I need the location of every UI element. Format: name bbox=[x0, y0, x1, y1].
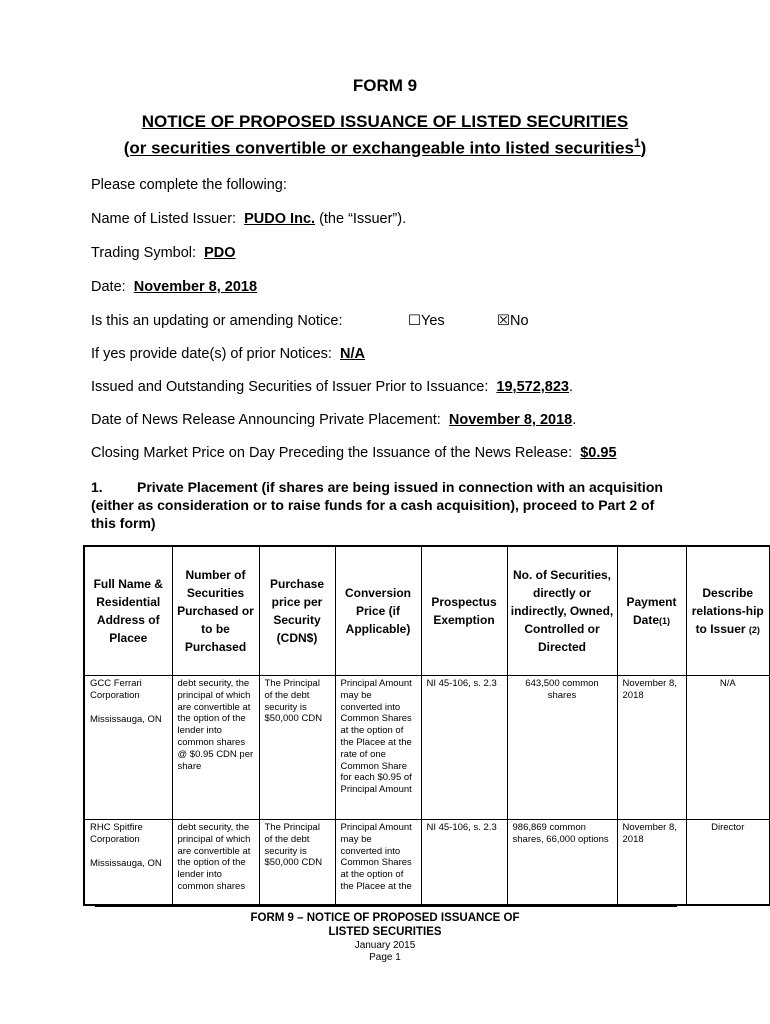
header-relationship-label: Describe relations-hip to Issuer bbox=[691, 585, 764, 636]
news-release-value: November 8, 2018 bbox=[448, 412, 573, 428]
footer-date: January 2015 bbox=[354, 940, 416, 951]
header-payment-note: (1) bbox=[659, 615, 670, 626]
news-release-suffix: . bbox=[572, 412, 577, 428]
section-number: 1. bbox=[91, 479, 103, 495]
outstanding-suffix: . bbox=[569, 379, 574, 395]
header-owned: No. of Securities, directly or indirectly, Owned, Controlled or Directed bbox=[507, 546, 617, 676]
cell-payment: November 8, 2018 bbox=[617, 820, 686, 906]
yes-option[interactable] bbox=[408, 313, 445, 329]
cell-owned: 643,500 common shares bbox=[507, 676, 617, 820]
footer-title bbox=[0, 911, 770, 939]
header-securities: Number of Securities Purchased or to be Purchased bbox=[172, 546, 259, 676]
table-row bbox=[84, 676, 770, 820]
issuer-suffix: (the “Issuer”). bbox=[319, 211, 407, 227]
outstanding-label: Issued and Outstanding Securities of Issuer Prior to Issuance: bbox=[91, 379, 489, 395]
section-1-heading bbox=[91, 478, 681, 532]
cell-payment: November 8, 2018 bbox=[617, 676, 686, 820]
section-text: Private Placement (if shares are being issued in connection with an acquisition (either as consideration or to raise funds for a cash acquisition), proceed to Part 2 of this form) bbox=[91, 479, 663, 531]
cell-exemption: NI 45-106, s. 2.3 bbox=[421, 820, 507, 906]
cell-relationship: Director bbox=[686, 820, 770, 906]
header-exemption: Prospectus Exemption bbox=[421, 546, 507, 676]
footer-title-line1: FORM 9 – NOTICE OF PROPOSED ISSUANCE OF bbox=[250, 912, 520, 924]
cell-spacer bbox=[90, 702, 167, 714]
header-payment bbox=[617, 546, 686, 676]
header-placee: Full Name & Residential Address of Placee bbox=[84, 546, 172, 676]
cell-placee bbox=[84, 676, 172, 820]
footer-meta bbox=[0, 940, 770, 964]
page-number: Page 1 bbox=[369, 952, 401, 963]
prior-line bbox=[91, 346, 365, 362]
notice-subtitle bbox=[0, 136, 770, 159]
cell-price: The Principal of the debt security is $50,000 CDN bbox=[259, 676, 335, 820]
placee-address: Mississauga, ON bbox=[90, 857, 162, 869]
closing-price-line bbox=[91, 445, 617, 461]
issuer-line bbox=[91, 211, 406, 227]
placee-name: RHC Spitfire Corporation bbox=[90, 822, 143, 845]
footer-title-line2: LISTED SECURITIES bbox=[328, 926, 442, 938]
header-payment-label: Payment Date bbox=[626, 594, 677, 627]
cell-relationship: N/A bbox=[686, 676, 770, 820]
date-value: November 8, 2018 bbox=[133, 279, 258, 295]
header-relationship-note: (2) bbox=[748, 624, 760, 635]
closing-price-value: $0.95 bbox=[580, 445, 617, 461]
closing-price-label: Closing Market Price on Day Preceding the Issuance of the News Release: bbox=[91, 445, 573, 461]
no-option[interactable] bbox=[497, 313, 529, 329]
cell-placee bbox=[84, 820, 172, 906]
placee-name: GCC Ferrari Corporation bbox=[90, 678, 142, 701]
form-title: FORM 9 bbox=[352, 76, 418, 95]
no-label: No bbox=[510, 313, 529, 329]
cell-conversion: Principal Amount may be converted into Common Shares at the option of the Placee at the bbox=[335, 820, 421, 906]
outstanding-value: 19,572,823 bbox=[496, 379, 569, 395]
date-line bbox=[91, 279, 257, 295]
date-label: Date: bbox=[91, 279, 126, 295]
footnote-marker: 1 bbox=[633, 136, 641, 150]
outstanding-line bbox=[91, 379, 573, 395]
cell-securities: debt security, the principal of which are convertible at the option of the lender into common shares @ $0.95 CDN per share bbox=[172, 676, 259, 820]
checkbox-checked-icon[interactable]: ☒ bbox=[497, 313, 510, 329]
prior-value: N/A bbox=[340, 346, 366, 362]
notice-title: NOTICE OF PROPOSED ISSUANCE OF LISTED SECURITIES bbox=[141, 112, 629, 131]
news-release-label: Date of News Release Announcing Private Placement: bbox=[91, 412, 441, 428]
placee-table bbox=[83, 545, 770, 906]
amending-label: Is this an updating or amending Notice: bbox=[91, 313, 343, 329]
news-release-line bbox=[91, 412, 576, 428]
symbol-label: Trading Symbol: bbox=[91, 245, 197, 261]
footer-divider bbox=[95, 906, 677, 907]
header-relationship bbox=[686, 546, 770, 676]
header-conversion: Conversion Price (if Applicable) bbox=[335, 546, 421, 676]
placee-address: Mississauga, ON bbox=[90, 713, 162, 725]
intro-text: Please complete the following: bbox=[91, 177, 287, 193]
table-header-row bbox=[84, 546, 770, 676]
issuer-label: Name of Listed Issuer: bbox=[91, 211, 237, 227]
cell-securities: debt security, the principal of which are convertible at the option of the lender into common shares bbox=[172, 820, 259, 906]
subtitle-close: ) bbox=[640, 138, 647, 158]
subtitle-text: (or securities convertible or exchangeable into listed securities bbox=[123, 138, 634, 158]
cell-conversion: Principal Amount may be converted into Common Shares at the option of the Placee at the rate of one Common Share for each $0.95 of Principal Amount bbox=[335, 676, 421, 820]
issuer-value: PUDO Inc. bbox=[244, 211, 316, 227]
yes-label: Yes bbox=[421, 313, 445, 329]
symbol-value: PDO bbox=[204, 245, 236, 261]
cell-spacer bbox=[90, 846, 167, 858]
cell-exemption: NI 45-106, s. 2.3 bbox=[421, 676, 507, 820]
table-row bbox=[84, 820, 770, 906]
header-price: Purchase price per Security (CDN$) bbox=[259, 546, 335, 676]
prior-label: If yes provide date(s) of prior Notices: bbox=[91, 346, 332, 362]
cell-price: The Principal of the debt security is $50,000 CDN bbox=[259, 820, 335, 906]
cell-owned: 986,869 common shares, 66,000 options bbox=[507, 820, 617, 906]
symbol-line bbox=[91, 245, 236, 261]
checkbox-empty-icon[interactable]: ☐ bbox=[408, 313, 421, 329]
